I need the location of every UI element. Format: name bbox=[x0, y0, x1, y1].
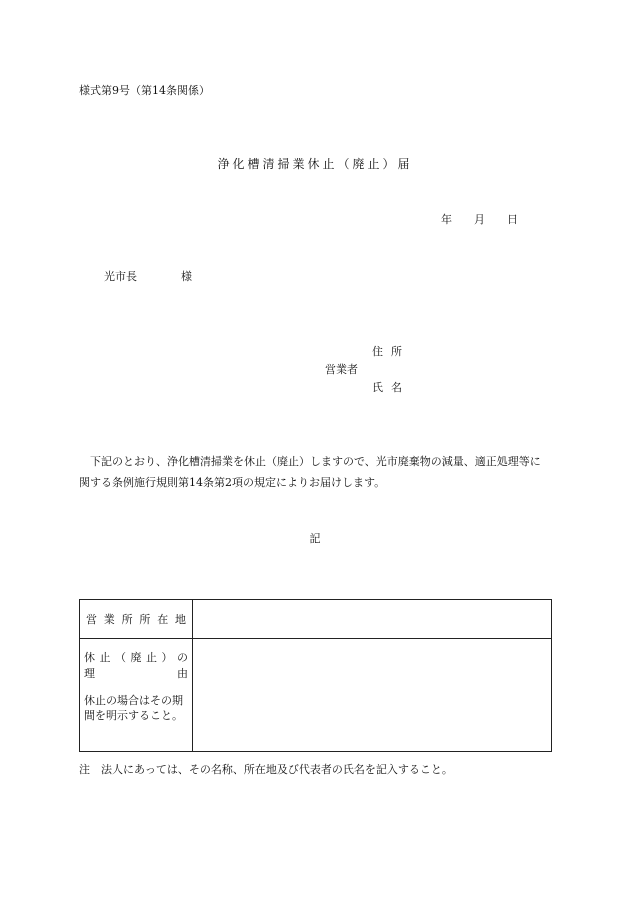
office-location-label-cell bbox=[80, 600, 193, 639]
form-table bbox=[79, 599, 552, 752]
reason-label-line1-char: 廃 bbox=[130, 651, 142, 664]
name-label: 氏名 bbox=[372, 381, 410, 394]
date-year-label: 年 bbox=[441, 213, 452, 226]
form-number: 様式第9号（第14条関係） bbox=[79, 84, 210, 97]
addressee bbox=[104, 268, 192, 284]
reason-label-line1 bbox=[84, 649, 188, 665]
office-location-label bbox=[84, 611, 188, 627]
reason-label-line1-char: （ bbox=[115, 651, 126, 664]
table-row-office-location bbox=[80, 600, 552, 639]
document-title: 浄化槽清掃業休止（廃止）届 bbox=[217, 157, 413, 171]
reason-note: 休止の場合はその期間を明示すること。 bbox=[84, 694, 183, 722]
reason-label-line1-char: 止 bbox=[146, 651, 157, 664]
table-row-reason bbox=[80, 639, 552, 752]
date-day-label: 日 bbox=[507, 213, 518, 226]
date-month-label: 月 bbox=[474, 213, 485, 226]
address-label: 住所 bbox=[372, 345, 410, 358]
reason-label-line1-char: 休 bbox=[84, 651, 95, 664]
reason-value-cell[interactable] bbox=[193, 639, 552, 752]
reason-label-line1-char: ） bbox=[161, 651, 173, 664]
reason-label-line2-char: 由 bbox=[177, 667, 188, 680]
office-location-label-char: 業 bbox=[103, 613, 115, 626]
office-location-label-char: 所 bbox=[139, 613, 151, 626]
operator-label: 営業者 bbox=[325, 363, 358, 376]
reason-label-line2-char: 理 bbox=[84, 667, 95, 680]
office-location-label-char: 在 bbox=[157, 613, 169, 626]
date-line bbox=[441, 211, 518, 227]
office-location-label-char: 所 bbox=[121, 613, 133, 626]
reason-label-line1-char: の bbox=[177, 651, 188, 664]
addressee-honorific: 様 bbox=[181, 270, 192, 283]
addressee-name: 光市長 bbox=[104, 270, 137, 283]
office-location-value-cell[interactable] bbox=[193, 600, 552, 639]
office-location-label-char: 地 bbox=[174, 613, 186, 626]
office-location-label-char: 営 bbox=[86, 613, 97, 626]
reason-label-line2 bbox=[84, 665, 188, 681]
footer-note: 注 法人にあっては、その名称、所在地及び代表者の氏名を記入すること。 bbox=[79, 763, 453, 776]
reason-label-cell bbox=[80, 639, 193, 752]
reason-label-line1-char: 止 bbox=[99, 651, 111, 664]
body-paragraph: 下記のとおり、浄化槽清掃業を休止（廃止）しますので、光市廃棄物の減量、適正処理等に関する条例施行規則第14条第2項の規定によりお届けします。 bbox=[79, 455, 541, 489]
ki-marker: 記 bbox=[309, 532, 321, 545]
